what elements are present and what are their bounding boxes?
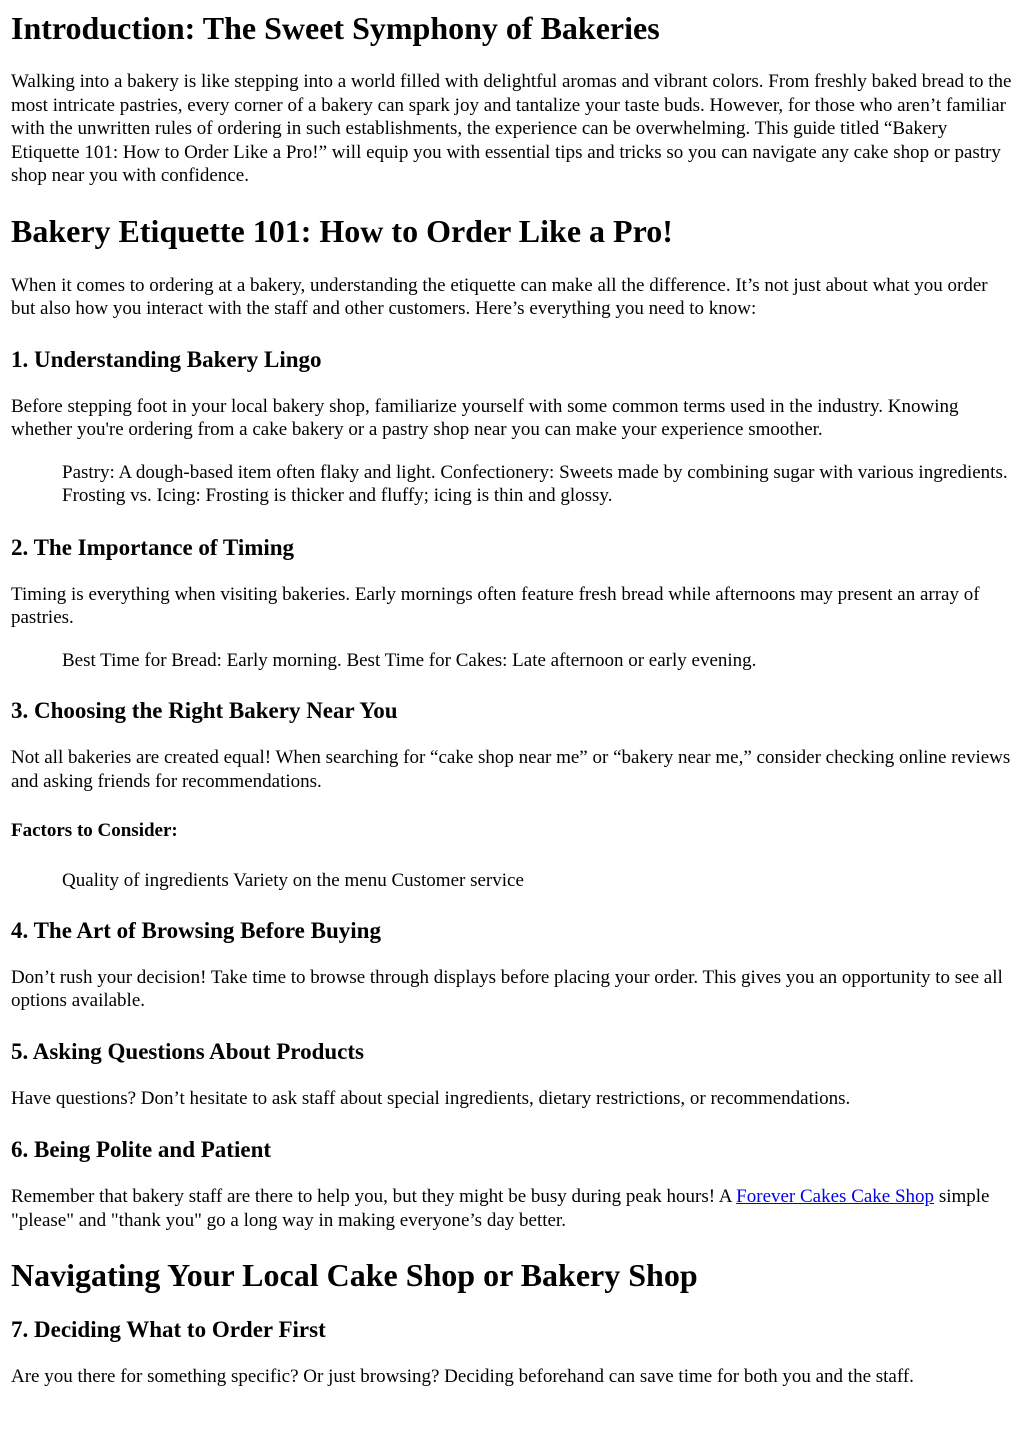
section-3-heading: 3. Choosing the Right Bakery Near You	[11, 698, 398, 723]
section-3-list: Quality of ingredients Variety on the menu Customer service	[62, 870, 524, 891]
forever-cakes-link[interactable]: Forever Cakes Cake Shop	[736, 1186, 935, 1207]
article	[0, 10, 1024, 1389]
section-3-paragraph: Not all bakeries are created equal! When searching for “cake shop near me” or “bakery near me,” consider checking online reviews and asking friends for recommendations.	[11, 747, 1011, 792]
section-7-heading: 7. Deciding What to Order First	[11, 1317, 326, 1342]
section-7-paragraph: Are you there for something specific? Or just browsing? Deciding beforehand can save time for both you and the staff.	[11, 1366, 914, 1387]
etiquette-paragraph: When it comes to ordering at a bakery, understanding the etiquette can make all the difference. It’s not just about what you order but also how you interact with the staff and other customers. Here’s everything you need to know:	[11, 274, 988, 319]
section-2-paragraph: Timing is everything when visiting bakeries. Early mornings often feature fresh bread while afternoons may present an array of pastries.	[11, 583, 980, 628]
section-5-paragraph: Have questions? Don’t hesitate to ask staff about special ingredients, dietary restrictions, or recommendations.	[11, 1087, 851, 1109]
section-2-heading: 2. The Importance of Timing	[11, 534, 295, 560]
section-1-list: Pastry: A dough-based item often flaky and light. Confectionery: Sweets made by combining sugar with various ingredients. Frosting vs. Icing: Frosting is thicker and fluffy; icing is thin and glossy.	[62, 461, 1008, 506]
navigating-title: Navigating Your Local Cake Shop or Bakery Shop	[11, 1257, 698, 1293]
section-1-heading: 1. Understanding Bakery Lingo	[11, 346, 322, 372]
section-4-paragraph: Don’t rush your decision! Take time to browse through displays before placing your order. This gives you an opportunity to see all options available.	[11, 966, 1003, 1011]
etiquette-title: Bakery Etiquette 101: How to Order Like a Pro!	[11, 212, 673, 249]
section-2-list: Best Time for Bread: Early morning. Best Time for Cakes: Late afternoon or early evening.	[62, 649, 757, 671]
section-6-text-before: Remember that bakery staff are there to help you, but they might be busy during peak hours! A	[11, 1186, 737, 1207]
section-3-subheading: Factors to Consider:	[11, 820, 178, 841]
section-6-heading: 6. Being Polite and Patient	[11, 1137, 272, 1162]
intro-title: Introduction: The Sweet Symphony of Bakeries	[11, 10, 660, 46]
intro-paragraph: Walking into a bakery is like stepping into a world filled with delightful aromas and vibrant colors. From freshly baked bread to the most intricate pastries, every corner of a bakery can spark joy and tantalize your taste buds. However, for those who aren’t familiar with the unwritten rules of ordering in such establishments, the experience can be overwhelming. This guide titled “Bakery Etiquette 101: How to Order Like a Pro!” will equip you with essential tips and tricks so you can navigate any cake shop or pastry shop near you with confidence.	[11, 71, 1012, 186]
section-5-heading: 5. Asking Questions About Products	[11, 1038, 364, 1064]
section-1-paragraph: Before stepping foot in your local bakery shop, familiarize yourself with some common terms used in the industry. Knowing whether you're ordering from a cake bakery or a pastry shop near you can make your experience smoother.	[11, 395, 959, 440]
section-6-paragraph	[11, 1185, 1013, 1232]
section-4-heading: 4. The Art of Browsing Before Buying	[11, 917, 381, 943]
section-6-text-after: simple "please" and "thank you" go a long way in making everyone’s day better.	[11, 1186, 990, 1231]
